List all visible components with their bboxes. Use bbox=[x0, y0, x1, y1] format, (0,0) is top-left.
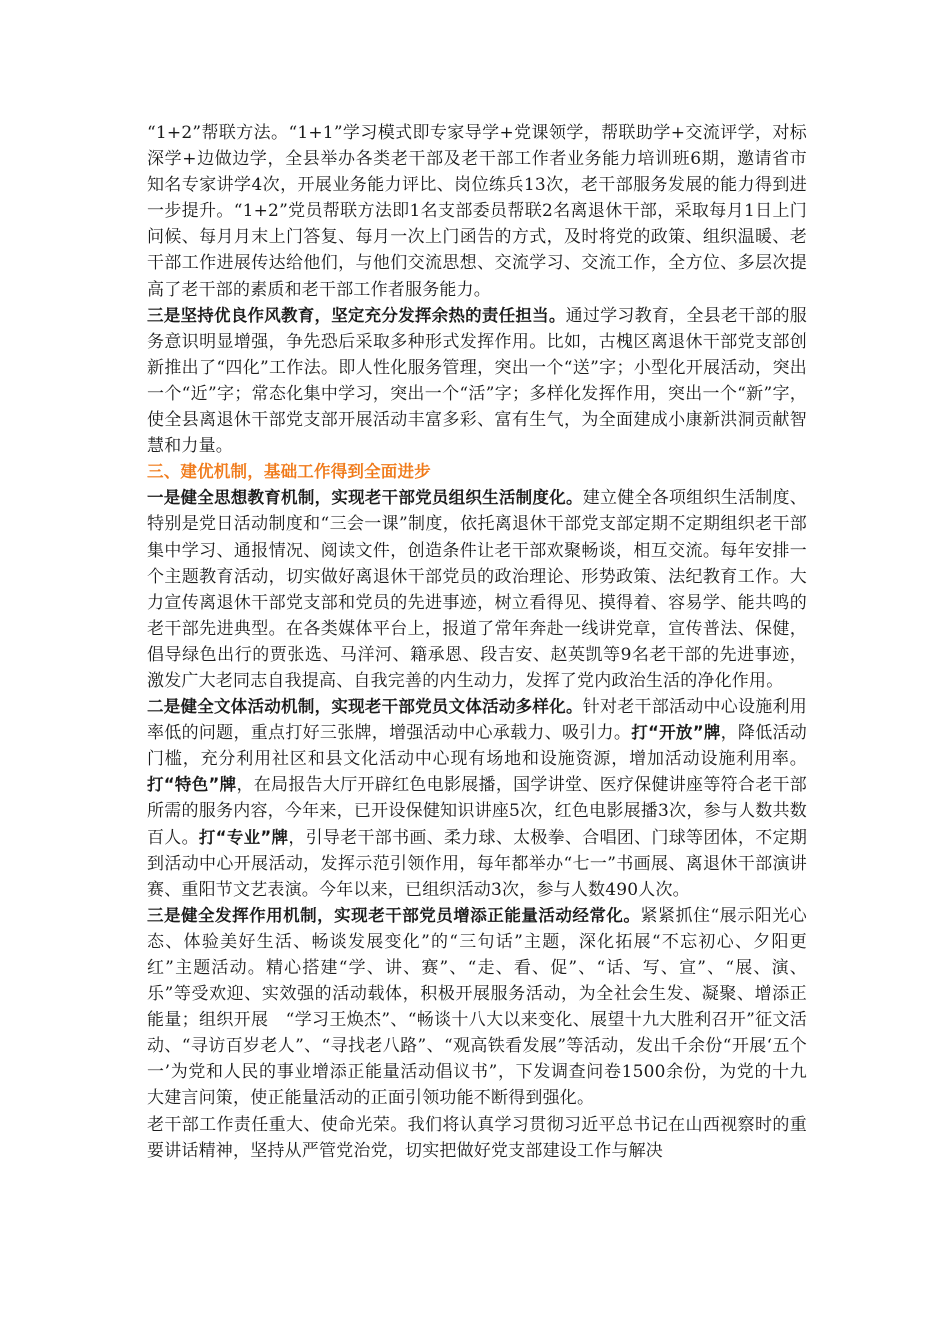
emphasis-professional-card: 打“专业”牌 bbox=[198, 827, 289, 847]
paragraph-help-method: “1+2”帮联方法。“1+1”学习模式即专家导学+党课领学，帮联助学+交流评学，对标深学+边做边学，全县举办各类老干部及老干部工作者业务能力培训班6期，邀请省市知名专家讲学4次，开展业务能力评比、岗位练兵13次，老干部服务发展的能力得到进一步提升。“1+2”党员帮联方法即1名支部委员帮联2名离退休干部，采取每月1日上门问候、每月月末上门答复、每月一次上门函告的方式，及时将党的政策、组织温暖、老干部工作进展传达给他们，与他们交流思想、交流学习、交流工作，全方位、多层次提高了老干部的素质和老干部工作者服务能力。 bbox=[147, 123, 807, 300]
paragraph-body: ，在局报告大厅开辟红色电影展播，国学讲堂、医疗保健讲座等符合老干部所需的服务内容，今年来，已开设保健知识讲座5次，红色电影展播3次，参与人数共数百人。 bbox=[147, 775, 807, 848]
paragraph-role-mechanism bbox=[147, 903, 807, 1112]
paragraph-lead: 三是坚持优良作风教育，坚定充分发挥余热的责任担当。 bbox=[147, 305, 566, 325]
emphasis-feature-card: 打“特色”牌 bbox=[147, 775, 237, 795]
paragraph-body: ，降低活动门槛，充分利用社区和县文化活动中心现有场地和设施资源，增加活动设施利用率。 bbox=[147, 723, 808, 770]
paragraph-body: 建立健全各项组织生活制度、特别是党日活动制度和“三会一课”制度，依托离退休干部党支部定期不定期组织老干部集中学习、通报情况、阅读文件，创造条件让老干部欢聚畅谈，相互交流。每年安排一个主题教育活动，切实做好离退休干部党员的政治理论、形势政策、法纪教育工作。大力宣传离退休干部党支部和党员的先进事迹，树立看得见、摸得着、容易学、能共鸣的老干部先进典型。在各类媒体平台上，报道了常年奔赴一线讲党章，宣传普法、保健，倡导绿色出行的贾张选、马洋河、籍承恩、段吉安、赵英凯等9名老干部的先进事迹，激发广大老同志自我提高、自我完善的内生动力，发挥了党内政治生活的净化作用。 bbox=[147, 488, 807, 691]
document-page bbox=[147, 120, 807, 1164]
paragraph-lead: 一是健全思想教育机制，实现老干部党员组织生活制度化。 bbox=[147, 488, 583, 508]
paragraph-body: 针对老干部活动中心设施利用率低的问题，重点打好三张牌，增强活动中心承载力、吸引力。 bbox=[147, 697, 807, 744]
section-heading: 三、建优机制，基础工作得到全面进步 bbox=[147, 462, 431, 482]
paragraph-culture-mechanism bbox=[147, 694, 807, 903]
paragraph-body: ，引导老干部书画、柔力球、太极拳、合唱团、门球等团体，不定期到活动中心开展活动，发挥示范引领作用，每年都举办“七一”书画展、离退休干部演讲赛、重阳节文艺表演。今年以来，已组织活动3次，参与人数490人次。 bbox=[147, 827, 808, 900]
emphasis-open-card: 打“开放”牌 bbox=[631, 723, 721, 743]
paragraph-body: 紧紧抓住“展示阳光心态、体验美好生活、畅谈发展变化”的“三句话”主题，深化拓展“不忘初心、夕阳更红”主题活动。精心搭建“学、讲、赛”、“走、看、促”、“话、写、宣”、“展、演、乐”等受欢迎、实效强的活动载体，积极开展服务活动，为全社会生发、凝聚、增添正能量；组织开展 “学习王焕杰”、“畅谈十八大以来变化、展望十九大胜利召开”征文活动、“寻访百岁老人”、“寻找老八路”、“观高铁看发展”等活动，发出千余份“开展‘五个一’为党和人民的事业增添正能量活动倡议书”，下发调查问卷1500余份，为党的十九大建言问策，使正能量活动的正面引领功能不断得到强化。 bbox=[147, 905, 807, 1109]
paragraph-ideology-mechanism bbox=[147, 485, 807, 694]
paragraph-lead: 三是健全发挥作用机制，实现老干部党员增添正能量活动经常化。 bbox=[147, 905, 641, 925]
paragraph-lead: 二是健全文体活动机制，实现老干部党员文体活动多样化。 bbox=[147, 697, 583, 717]
paragraph-conclusion: 老干部工作责任重大、使命光荣。我们将认真学习贯彻习近平总书记在山西视察时的重要讲话精神，坚持从严管党治党，切实把做好党支部建设工作与解决 bbox=[147, 1114, 807, 1161]
paragraph-style-education bbox=[147, 303, 807, 460]
paragraph-body: 通过学习教育，全县老干部的服务意识明显增强，争先恐后采取多种形式发挥作用。比如，古槐区离退休干部党支部创新推出了“四化”工作法。即人性化服务管理，突出一个“送”字；小型化开展活动，突出一个“近”字；常态化集中学习，突出一个“活”字；多样化发挥作用，突出一个“新”字，使全县离退休干部党支部开展活动丰富多彩、富有生气，为全面建成小康新洪洞贡献智慧和力量。 bbox=[147, 305, 808, 457]
